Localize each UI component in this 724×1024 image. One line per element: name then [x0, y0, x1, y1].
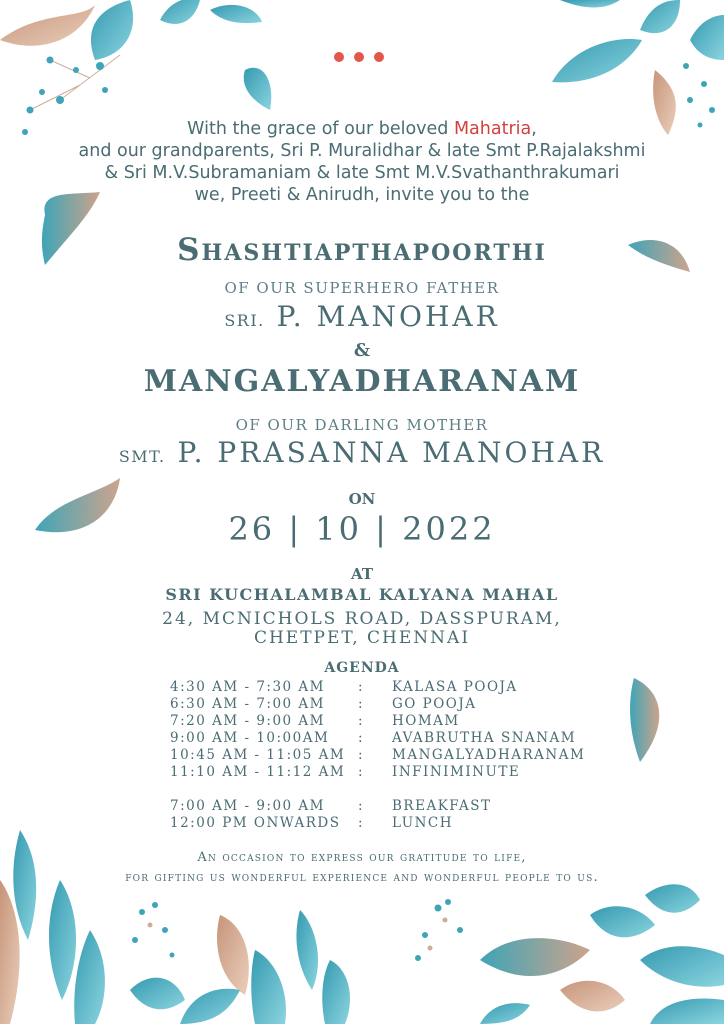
ampersand: & — [353, 340, 371, 361]
leaf-icon — [0, 5, 95, 46]
father-caption: OF OUR SUPERHERO FATHER — [224, 279, 500, 297]
mother-name: SMT. P. PRASANNA MANOHAR — [118, 436, 606, 469]
agenda-activity: LUNCH — [392, 815, 454, 831]
agenda-activity: MANGALYADHARANAM — [392, 747, 586, 763]
leaf-icon — [160, 0, 200, 24]
intro-line: & Sri M.V.Subramaniam & late Smt M.V.Svathanthrakumari — [104, 163, 620, 183]
closing-line: An occasion to express our gratitude to life, — [197, 850, 527, 865]
agenda-time: 10:45 AM - 11:05 AM — [170, 747, 346, 763]
leaf-icon — [640, 946, 724, 986]
agenda-time: 6:30 AM - 7:00 AM — [170, 696, 326, 712]
leaf-icon — [180, 989, 240, 1024]
agenda-row — [170, 747, 630, 764]
venue-address-line2: CHETPET, CHENNAI — [253, 628, 471, 648]
agenda-activity: HOMAM — [392, 713, 460, 729]
agenda-separator: : — [358, 679, 365, 695]
agenda-separator: : — [358, 730, 365, 746]
on-label: ON — [348, 490, 376, 508]
leaf-icon — [645, 884, 700, 912]
agenda-row — [170, 815, 630, 832]
leaf-icon — [640, 0, 680, 33]
closing-line: for gifting us wonderful experience and wonderful people to us. — [125, 870, 599, 885]
agenda-time: 4:30 AM - 7:30 AM — [170, 679, 326, 695]
agenda-time: 11:10 AM - 11:12 AM — [170, 764, 346, 780]
leaf-icon — [49, 880, 76, 1000]
page-indicator-dots — [334, 52, 384, 62]
leaf-icon — [74, 930, 105, 1024]
dot-icon — [334, 52, 344, 62]
bottom-right-leaves — [480, 884, 724, 1024]
agenda-separator: : — [358, 747, 365, 763]
event-title-shashtiapthapoorthi: Shashtiapthapoorthi — [177, 232, 547, 268]
leaf-icon — [630, 678, 659, 762]
venue-name: SRI KUCHALAMBAL KALYANA MAHAL — [165, 585, 559, 604]
intro-line: we, Preeti & Anirudh, invite you to the — [194, 185, 530, 205]
agenda-activity: INFINIMINUTE — [392, 764, 521, 780]
agenda-row — [170, 730, 630, 747]
leaf-icon — [590, 906, 655, 937]
dot-icon — [374, 52, 384, 62]
agenda-title: AGENDA — [324, 660, 400, 676]
agenda-activity: KALASA POOJA — [392, 679, 518, 695]
agenda-time: 9:00 AM - 10:00AM — [170, 730, 330, 746]
agenda-separator: : — [358, 764, 365, 780]
leaf-icon — [552, 39, 642, 82]
mother-caption: OF OUR DARLING MOTHER — [235, 416, 489, 434]
leaf-icon — [244, 68, 272, 110]
leaf-icon — [217, 915, 249, 995]
dot-icon — [354, 52, 364, 62]
berry-sprig-icon — [30, 55, 120, 110]
event-date: 26 | 10 | 2022 — [228, 510, 496, 548]
agenda-separator: : — [358, 713, 365, 729]
agenda-activity: GO POOJA — [392, 696, 477, 712]
at-label: AT — [351, 565, 373, 583]
agenda-row — [170, 679, 630, 696]
invitation-intro — [40, 118, 684, 206]
closing-message — [0, 848, 724, 888]
agenda-separator: : — [358, 696, 365, 712]
leaf-icon — [650, 998, 724, 1024]
leaf-icon — [480, 1003, 530, 1024]
agenda-list — [170, 679, 630, 832]
agenda-activity: BREAKFAST — [392, 798, 492, 814]
agenda-separator: : — [358, 815, 365, 831]
leaf-icon — [130, 978, 185, 1010]
leaf-icon — [251, 950, 286, 1024]
leaf-icon — [560, 981, 625, 1012]
leaf-icon — [210, 5, 262, 23]
venue-address-line1: 24, MCNICHOLS ROAD, DASSPURAM, — [162, 609, 562, 629]
agenda-time: 7:20 AM - 9:00 AM — [170, 713, 326, 729]
agenda-row — [170, 696, 630, 713]
agenda-separator: : — [358, 798, 365, 814]
leaf-icon — [91, 0, 133, 60]
agenda-row — [170, 764, 630, 781]
agenda-time: 7:00 AM - 9:00 AM — [170, 798, 326, 814]
agenda-row — [170, 713, 630, 730]
intro-line: With the grace of our beloved Mahatria, — [187, 119, 537, 139]
leaf-icon — [322, 960, 350, 1024]
leaf-icon — [560, 0, 620, 8]
event-title-mangalyadharanam: MANGALYADHARANAM — [143, 364, 581, 399]
intro-line: and our grandparents, Sri P. Muralidhar & late Smt P.Rajalakshmi — [78, 141, 646, 161]
father-name: SRI. P. MANOHAR — [224, 300, 500, 333]
agenda-row — [170, 798, 630, 815]
agenda-activity: AVABRUTHA SNANAM — [392, 730, 577, 746]
agenda-time: 12:00 PM ONWARDS — [170, 815, 341, 831]
leaf-icon — [480, 938, 590, 976]
leaf-icon — [296, 910, 318, 990]
leaf-icon — [690, 15, 724, 60]
